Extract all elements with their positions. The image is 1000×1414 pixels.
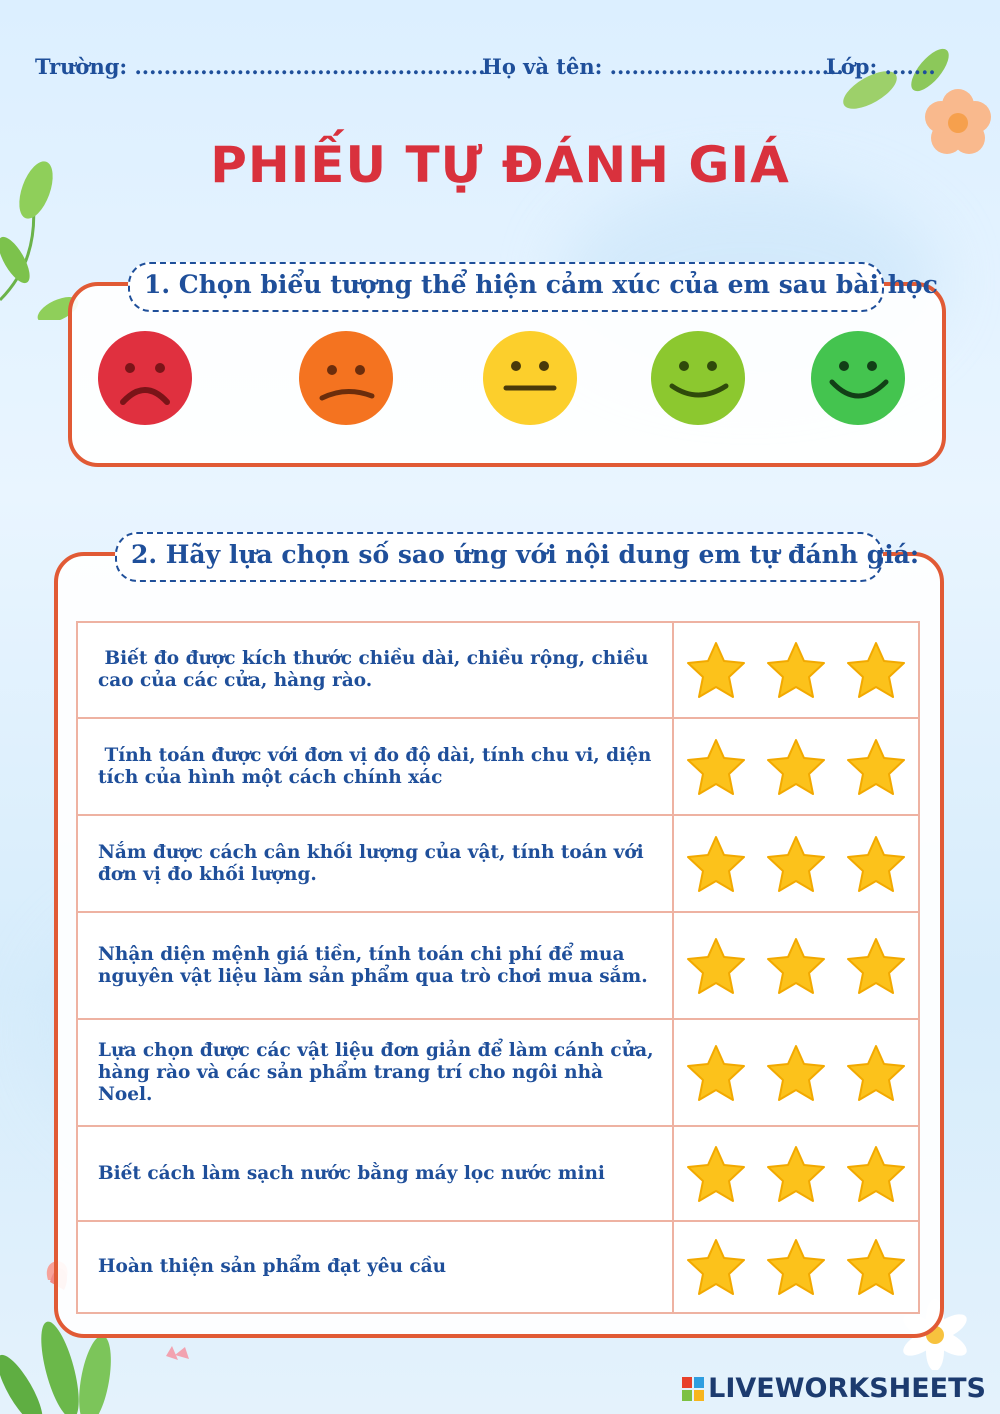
star-icon[interactable]: [766, 1145, 826, 1203]
criterion-text: [77, 912, 673, 1019]
table-row: [77, 1019, 919, 1126]
star-icon[interactable]: [846, 1238, 906, 1296]
star-icon[interactable]: [846, 1044, 906, 1102]
page-title: PHIẾU TỰ ĐÁNH GIÁ: [210, 136, 790, 194]
criterion-text: [77, 815, 673, 912]
criterion-line: tích của hình một cách chính xác: [98, 766, 443, 788]
star-icon[interactable]: [686, 1238, 746, 1296]
school-field[interactable]: Trường: ................................................: [35, 54, 486, 79]
name-field[interactable]: Họ và tên: ................................: [482, 54, 844, 79]
star-icon[interactable]: [766, 1044, 826, 1102]
star-rating: [673, 912, 919, 1019]
star-icon[interactable]: [686, 641, 746, 699]
neutral-face-icon[interactable]: [482, 330, 578, 426]
star-rating: [673, 1221, 919, 1313]
criterion-text: [77, 1126, 673, 1221]
star-rating: [673, 622, 919, 718]
criterion-line: Biết đo được kích thước chiều dài, chiều rộng, chiều: [98, 648, 649, 669]
criterion-line: Nắm được cách cân khối lượng của vật, tính toán với: [98, 841, 644, 863]
star-icon[interactable]: [846, 937, 906, 995]
footer-brand: [682, 1373, 986, 1404]
star-icon[interactable]: [686, 738, 746, 796]
content-face-icon[interactable]: [650, 330, 746, 426]
rating-section-label: 2. Hãy lựa chọn số sao ứng với nội dung em tự đánh giá:: [115, 532, 883, 582]
star-icon[interactable]: [686, 937, 746, 995]
criterion-text: [77, 718, 673, 815]
star-icon[interactable]: [766, 738, 826, 796]
sad-face-icon[interactable]: [97, 330, 193, 426]
table-row: [77, 1126, 919, 1221]
criterion-line: đơn vị đo khối lượng.: [98, 863, 317, 885]
table-row: [77, 718, 919, 815]
class-field[interactable]: Lớp: .......: [826, 54, 936, 79]
self-assessment-table: [76, 621, 920, 1314]
star-icon[interactable]: [766, 937, 826, 995]
criterion-text: [77, 622, 673, 718]
liveworksheets-logo-icon: [682, 1377, 704, 1401]
star-icon[interactable]: [846, 738, 906, 796]
star-icon[interactable]: [846, 835, 906, 893]
criterion-line: Nhận diện mệnh giá tiền, tính toán chi phí để mua: [98, 943, 625, 965]
header-fields: [0, 54, 1000, 90]
criterion-text: [77, 1019, 673, 1126]
criterion-line: Lựa chọn được các vật liệu đơn giản để làm cánh cửa,: [98, 1039, 654, 1061]
criterion-line: cao của các cửa, hàng rào.: [98, 670, 373, 691]
star-icon[interactable]: [846, 1145, 906, 1203]
star-icon[interactable]: [766, 641, 826, 699]
footer-brand-text: LIVEWORKSHEETS: [708, 1373, 986, 1404]
happy-face-icon[interactable]: [810, 330, 906, 426]
table-row: [77, 912, 919, 1019]
criterion-line: hàng rào và các sản phẩm trang trí cho ngôi nhà Noel.: [98, 1061, 604, 1105]
star-rating: [673, 815, 919, 912]
star-rating: [673, 1019, 919, 1126]
star-icon[interactable]: [686, 1145, 746, 1203]
emotion-section-label: 1. Chọn biểu tượng thể hiện cảm xúc của em sau bài học: [128, 262, 884, 312]
unhappy-face-icon[interactable]: [298, 330, 394, 426]
star-icon[interactable]: [686, 1044, 746, 1102]
star-icon[interactable]: [766, 1238, 826, 1296]
criterion-line: Hoàn thiện sản phẩm đạt yêu cầu: [98, 1256, 447, 1277]
star-icon[interactable]: [846, 641, 906, 699]
table-row: [77, 815, 919, 912]
criterion-line: nguyên vật liệu làm sản phẩm qua trò chơi mua sắm.: [98, 965, 648, 987]
table-row: [77, 622, 919, 718]
star-icon[interactable]: [766, 835, 826, 893]
criterion-text: [77, 1221, 673, 1313]
criterion-line: Tính toán được với đơn vị đo độ dài, tính chu vi, diện: [98, 744, 652, 766]
star-rating: [673, 1126, 919, 1221]
criterion-line: Biết cách làm sạch nước bằng máy lọc nước mini: [98, 1162, 605, 1184]
star-icon[interactable]: [686, 835, 746, 893]
star-rating: [673, 718, 919, 815]
table-row: [77, 1221, 919, 1313]
